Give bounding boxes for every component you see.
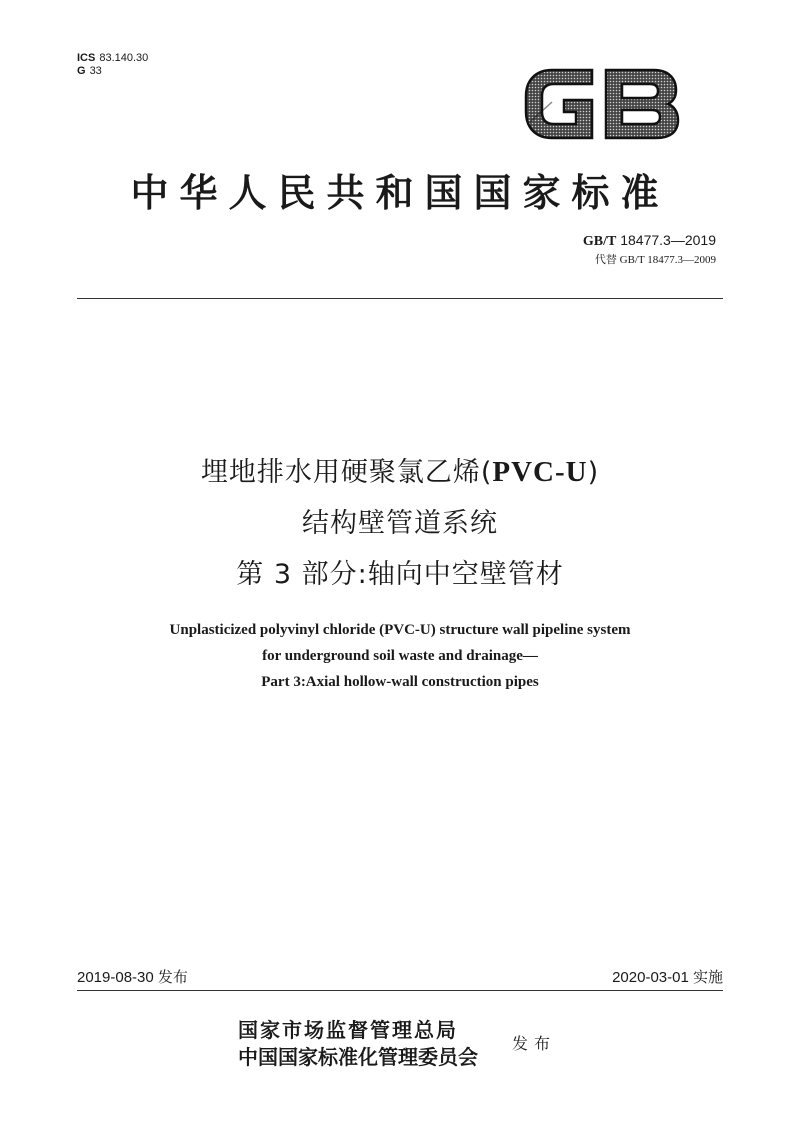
bottom-divider: [77, 990, 723, 991]
issuer-samr: 国家市场监督管理总局: [238, 1018, 458, 1042]
issuer-sac: 中国国家标准化管理委员会: [238, 1045, 478, 1069]
ics-line: ICS 83.140.30: [77, 52, 149, 64]
ccs-line: G 33: [77, 65, 102, 77]
standard-number: GB/T 18477.3—2019: [582, 232, 716, 249]
en-title-line2: for underground soil waste and drainage—: [262, 648, 538, 664]
top-divider: [77, 298, 723, 299]
national-standard-title: 中华人民共和国国家标准: [130, 170, 670, 215]
gb-logo: [522, 62, 682, 146]
en-title-line3: Part 3:Axial hollow-wall construction pipes: [261, 674, 539, 690]
replaces-standard: 代替 GB/T 18477.3—2009: [594, 254, 716, 266]
classification-codes: [77, 52, 148, 78]
issue-date: 2019-08-30 发布: [77, 969, 188, 986]
cn-title-line2: 结构壁管道系统: [302, 508, 498, 539]
cn-title-line3: 第 3 部分:轴向中空壁管材: [236, 559, 564, 590]
en-title-line1: Unplasticized polyvinyl chloride (PVC-U) structure wall pipeline system: [169, 622, 631, 638]
publish-label: 发布: [512, 1034, 557, 1053]
implementation-date: 2020-03-01 实施: [612, 969, 723, 986]
cn-title-line1: 埋地排水用硬聚氯乙烯(PVC-U): [200, 456, 600, 488]
